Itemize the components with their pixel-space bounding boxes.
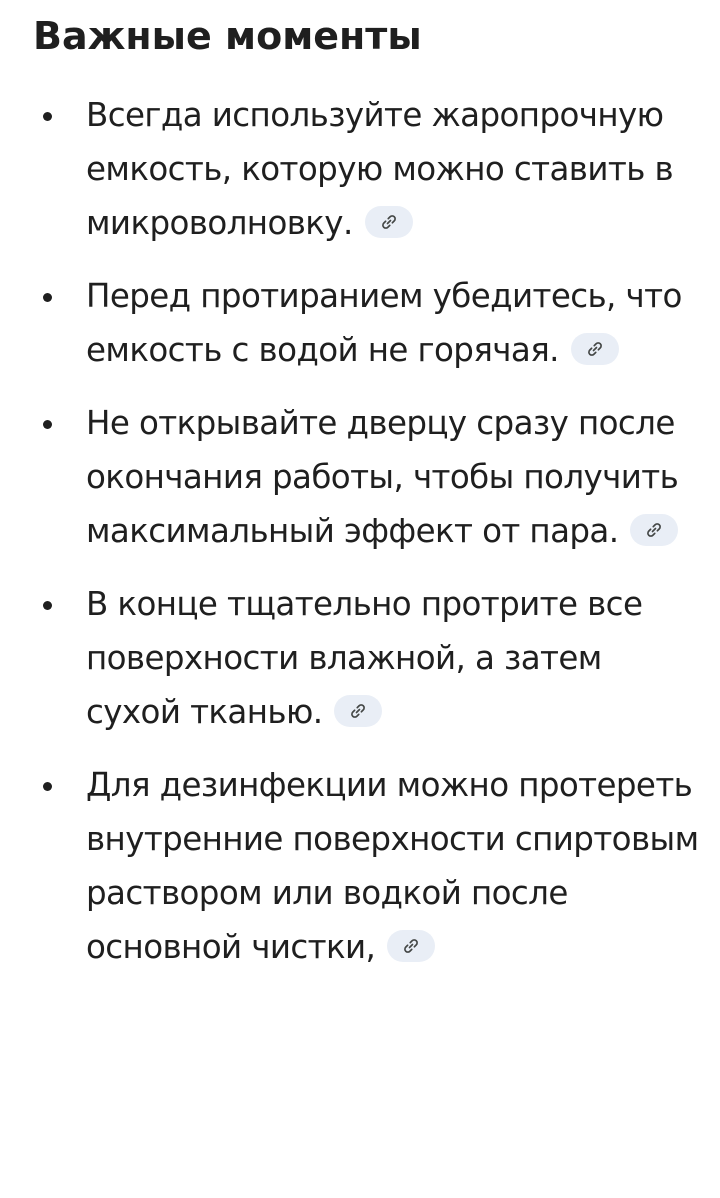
citation-link-button[interactable]	[571, 333, 619, 365]
section-title: Важные моменты	[33, 14, 422, 58]
citation-link-button[interactable]	[630, 514, 678, 546]
list-item	[0, 577, 720, 739]
list-item-text: Для дезинфекции можно протереть внутренние поверхности спиртовым раствором или водкой после основной чистки,	[86, 766, 699, 966]
points-list	[0, 88, 720, 993]
list-item	[0, 269, 720, 377]
list-item-text: Перед протиранием убедитесь, что емкость с водой не горячая.	[86, 277, 682, 369]
link-icon	[380, 213, 398, 231]
link-icon	[349, 702, 367, 720]
list-item-text: В конце тщательно протрите все поверхности влажной, а затем сухой тканью.	[86, 585, 643, 731]
list-item	[0, 88, 720, 250]
list-item-text: Всегда используйте жаропрочную емкость, которую можно ставить в микроволновку.	[86, 96, 674, 242]
link-icon	[586, 340, 604, 358]
list-item-text: Не открывайте дверцу сразу после окончания работы, чтобы получить максимальный эффект от пара.	[86, 404, 679, 550]
citation-link-button[interactable]	[365, 206, 413, 238]
link-icon	[402, 937, 420, 955]
list-item	[0, 396, 720, 558]
citation-link-button[interactable]	[387, 930, 435, 962]
link-icon	[645, 521, 663, 539]
list-item	[0, 758, 720, 974]
citation-link-button[interactable]	[334, 695, 382, 727]
